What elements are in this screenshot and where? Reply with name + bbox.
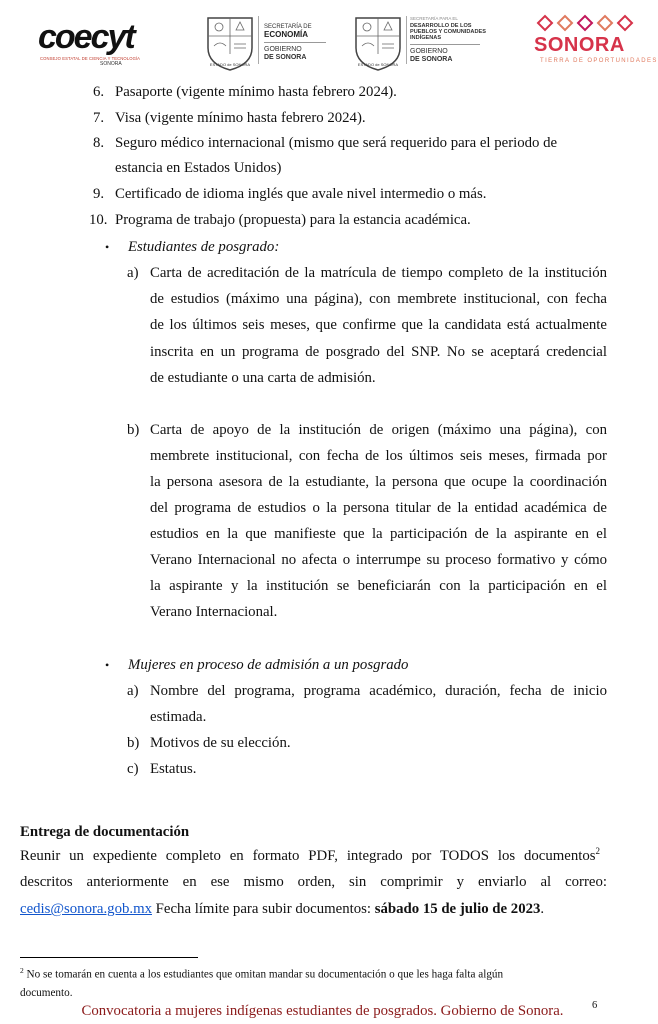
text-line: de estudiante o una carta de admisión.	[150, 370, 376, 386]
list-item-number: 6.	[93, 84, 105, 100]
list-item-number: 7.	[93, 110, 105, 126]
list-item: Seguro médico internacional (mismo que será requerido para el periodo de	[115, 135, 558, 151]
footnote-divider	[20, 957, 198, 958]
text-line: estimada.	[150, 709, 207, 725]
list-item-number: 9.	[93, 186, 105, 202]
item-label: a)	[127, 683, 139, 699]
coecyt-subtitle: CONSEJO ESTATAL DE CIENCIA Y TECNOLOGÍA	[40, 56, 141, 61]
economia-line1: SECRETARÍA DE	[264, 24, 312, 30]
text-line: Verano Internacional.	[150, 604, 278, 620]
deadline-label: Fecha límite para subir documentos:	[151, 901, 375, 917]
text-line: Motivos de su elección.	[150, 735, 291, 751]
email-link[interactable]: cedis@sonora.gob.mx	[20, 901, 152, 917]
coecyt-state: SONORA	[100, 61, 122, 67]
economia-line4: DE SONORA	[264, 54, 307, 61]
text-line: Verano Internacional no afecta o interrumpe su proceso formativo y cómo	[150, 552, 607, 568]
seal-caption: ESTADO de SONORA	[209, 62, 251, 67]
page-number: 6	[592, 1000, 598, 1011]
text-line: Nombre del programa, programa académico, duración, fecha de inicio	[150, 683, 607, 699]
entrega-line1: Reunir un expediente completo en formato PDF, integrado por TODOS los documentos	[20, 848, 596, 864]
footnote-mark: 2	[20, 966, 24, 975]
list-item: Programa de trabajo (propuesta) para la estancia académica.	[115, 212, 471, 228]
list-item-continuation: estancia en Estados Unidos)	[115, 160, 282, 176]
divider	[410, 44, 480, 45]
divider	[264, 42, 326, 43]
text-line	[20, 846, 600, 866]
sonora-wordmark: SONORA	[534, 34, 625, 56]
footnote-reference[interactable]: 2	[595, 846, 600, 857]
text-line: membrete institucional, con fecha de los últimos seis meses, firmada por	[150, 448, 607, 464]
text-line: Estatus.	[150, 761, 197, 777]
list-item-number: 8.	[93, 135, 105, 151]
sonora-tagline: TIERRA DE OPORTUNIDADES	[540, 58, 658, 64]
text-line: descritos anteriormente en ese mismo orden, sin comprimir y enviarlo al correo:	[20, 874, 607, 890]
coecyt-wordmark: coecyt	[38, 18, 134, 56]
pueblos-line5: GOBIERNO	[410, 48, 448, 55]
pueblos-line3: PUEBLOS Y COMUNIDADES	[410, 29, 486, 35]
economia-line2: ECONOMÍA	[264, 30, 308, 39]
page-header	[0, 0, 658, 80]
text-line: del programa de estudios o la persona titular de la entidad académica de	[150, 500, 607, 516]
pattern-icon	[536, 14, 636, 32]
sonora-logo	[534, 12, 658, 72]
bullet: •	[105, 658, 110, 672]
bullet: •	[105, 240, 110, 254]
item-label: b)	[127, 422, 140, 438]
footnote-line: documento.	[20, 987, 73, 999]
item-label: b)	[127, 735, 140, 751]
section-heading-posgrado: Estudiantes de posgrado:	[128, 239, 280, 255]
pueblos-line4: INDÍGENAS	[410, 35, 442, 41]
page-footer: Convocatoria a mujeres indígenas estudiantes de posgrados. Gobierno de Sonora.	[81, 1003, 564, 1019]
list-item: Pasaporte (vigente mínimo hasta febrero 2024).	[115, 84, 397, 100]
text-line: estudios en la que manifieste que la participación de la aspirante en el	[150, 526, 607, 542]
text-line: de los últimos seis meses, que confirme que la candidata está actualmente	[150, 317, 607, 333]
footnote-text: No se tomarán en cuenta a los estudiantes que omitan mandar su documentación o que les haga falta algún	[23, 968, 504, 981]
economia-line3: GOBIERNO	[264, 46, 302, 53]
section-heading-admision: Mujeres en proceso de admisión a un posgrado	[128, 657, 409, 673]
section-heading-entrega: Entrega de documentación	[20, 824, 190, 840]
text-line: de estudios (máximo una página), con membrete institucional, con fecha	[150, 291, 607, 307]
text-line: la persona asesora de la estudiante, la persona que ocupe la coordinación	[150, 474, 607, 490]
pueblos-line2: DESARROLLO DE LOS	[410, 23, 472, 29]
list-item: Certificado de idioma inglés que avale nivel intermedio o más.	[115, 186, 487, 202]
text-line: Carta de apoyo de la institución de origen (máximo una página), con	[150, 422, 607, 438]
footnote-line	[20, 964, 503, 982]
pueblos-line6: DE SONORA	[410, 56, 453, 63]
deadline-line	[20, 899, 544, 919]
divider	[406, 16, 407, 64]
pueblos-line1: SECRETARÍA PARA EL	[410, 16, 458, 21]
item-label: a)	[127, 265, 139, 281]
list-item: Visa (vigente mínimo hasta febrero 2024).	[115, 110, 366, 126]
deadline-date: sábado 15 de julio de 2023	[374, 901, 541, 917]
text-line: la aspirante y la institución se beneficiarán con la participación en el	[150, 578, 607, 594]
item-label: c)	[127, 761, 139, 777]
deadline-end: .	[540, 901, 545, 917]
text-line: Carta de acreditación de la matrícula de tiempo completo de la institución	[150, 265, 607, 281]
text-line: inscrita en un programa de posgrado del SNP. No se aceptará credencial	[150, 344, 607, 360]
coecyt-logo	[38, 18, 163, 66]
divider	[258, 16, 259, 64]
seal-caption: ESTADO de SONORA	[357, 62, 399, 67]
list-item-number: 10.	[89, 212, 108, 228]
